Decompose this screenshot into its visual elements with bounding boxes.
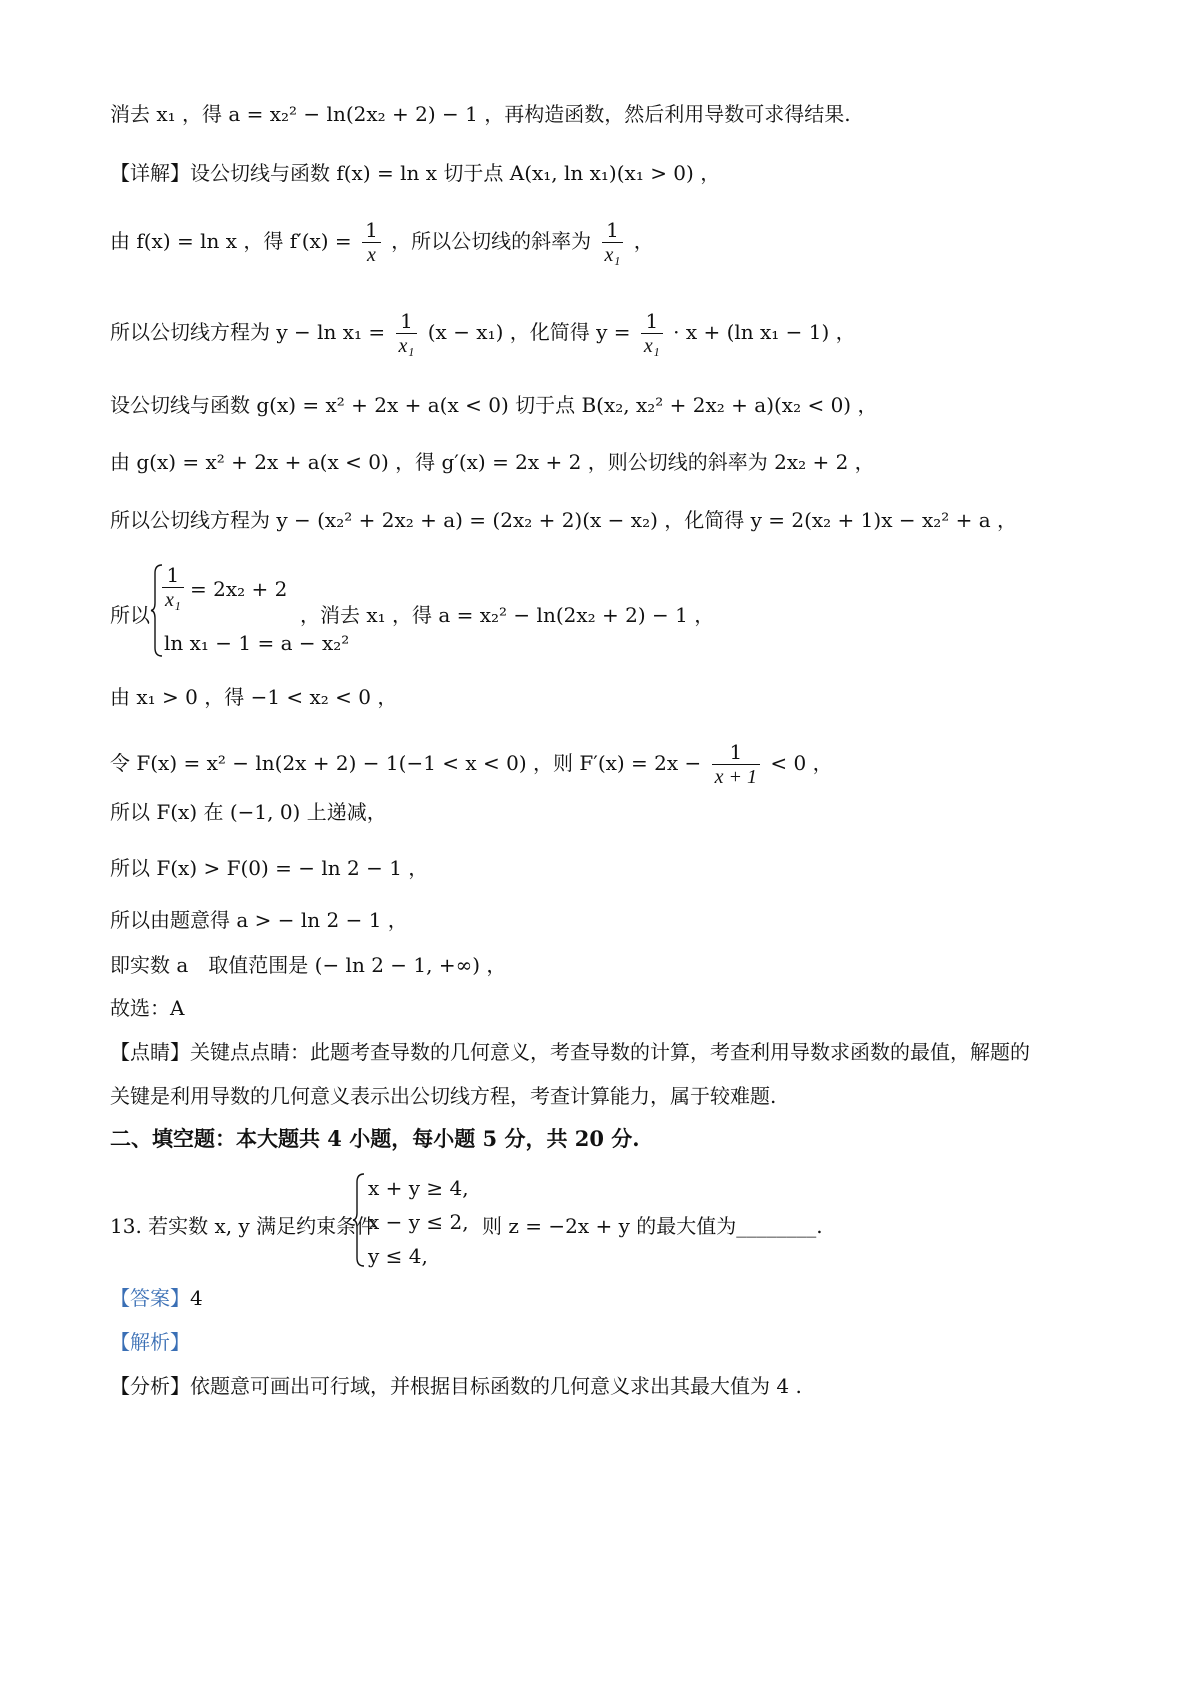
text-l18: 二、填空题：本大题共 4 小题，每小题 5 分，共 20 分. — [110, 1126, 640, 1151]
text-l15: 故选：A — [110, 996, 185, 1020]
line-answer — [110, 1288, 203, 1308]
fraction-1-over-x1 — [602, 218, 624, 267]
tag-key-point: 【点睛】 — [110, 1040, 190, 1064]
tag-answer: 【答案】 — [110, 1286, 190, 1310]
frac-num: 1 — [162, 563, 184, 588]
line-reasoning — [110, 1376, 802, 1396]
line-tangent-equation-g — [110, 510, 1017, 530]
line-define-F — [110, 740, 833, 789]
line-a-range — [110, 955, 506, 975]
fraction-1-over-x — [362, 218, 381, 267]
fraction-1-over-x1-a — [396, 309, 418, 358]
line-derivative-g — [110, 452, 875, 472]
text-l2: 设公切线与函数 f(x) = ln x 切于点 A(x₁, ln x₁)(x₁ > 0) ， — [190, 161, 721, 185]
text-l13: 所以由题意得 a > − ln 2 − 1 ， — [110, 908, 408, 932]
section-heading — [110, 1128, 640, 1149]
line-derivative-f — [110, 218, 654, 267]
line-key-point-cont — [110, 1086, 776, 1106]
text-l8-eq2: ln x₁ − 1 = a − x₂² — [164, 631, 350, 655]
left-brace-icon — [352, 1172, 366, 1268]
frac-den: x — [366, 244, 376, 266]
line-tangent-g-point — [110, 395, 877, 415]
line-elimination-summary — [110, 104, 851, 124]
line-detailed-solution — [110, 163, 720, 183]
text-l8-eq1: = 2x₂ + 2 — [190, 577, 288, 601]
frac-num: 1 — [362, 218, 381, 243]
frac-num: 1 — [641, 309, 663, 334]
text-l4a: 所以公切线方程为 y − ln x₁ = — [110, 320, 386, 344]
constraint-1: x + y ≥ 4, — [368, 1176, 469, 1200]
frac-num: 1 — [396, 309, 418, 334]
text-l3c: ， — [633, 229, 654, 253]
line-tangent-equation-f — [110, 309, 856, 358]
fraction-1-over-x1-sys — [162, 563, 184, 612]
constraint-2: x − y ≤ 2, — [368, 1210, 469, 1234]
fraction-1-over-xplus1 — [712, 740, 760, 789]
text-l14: 即实数 a 取值范围是 (− ln 2 − 1, +∞) ， — [110, 953, 507, 977]
text-l8-post: ，消去 x₁ ，得 a = x₂² − ln(2x₂ + 2) − 1 ， — [300, 603, 715, 627]
text-l6: 由 g(x) = x² + 2x + a(x < 0) ，得 g′(x) = 2x + 2 ，则公切线的斜率为 2x₂ + 2 ， — [110, 450, 875, 474]
text-l3a: 由 f(x) = ln x ，得 f′(x) = — [110, 229, 352, 253]
frac-den: x₁ — [643, 335, 660, 357]
line-key-point — [110, 1042, 1030, 1062]
text-l10a: 令 F(x) = x² − ln(2x + 2) − 1(−1 < x < 0) ，则 F′(x) = 2x − — [110, 751, 702, 775]
text-l3b: ，所以公切线的斜率为 — [391, 229, 592, 253]
text-l4b: (x − x₁) ，化简得 y = — [427, 320, 631, 344]
line-range-x2 — [110, 687, 397, 707]
equation-system — [110, 563, 810, 663]
tag-reasoning: 【分析】 — [110, 1374, 190, 1398]
text-l5: 设公切线与函数 g(x) = x² + 2x + a(x < 0) 切于点 B(x₂, x₂² + 2x₂ + a)(x₂ < 0) ， — [110, 393, 878, 417]
text-l16: 关键点点睛：此题考查导数的几何意义，考查导数的计算，考查利用导数求函数的最值，解题的 — [190, 1040, 1030, 1064]
frac-num: 1 — [602, 218, 624, 243]
text-l9: 由 x₁ > 0 ，得 −1 < x₂ < 0 ， — [110, 685, 398, 709]
line-F-decreasing — [110, 802, 387, 822]
q13-prefix: 13. 若实数 x, y 满足约束条件 — [110, 1214, 377, 1238]
line-choice — [110, 998, 184, 1018]
text-l4c: · x + (ln x₁ − 1) ， — [673, 320, 856, 344]
frac-den: x₁ — [165, 589, 181, 611]
answer-value: 4 — [190, 1286, 203, 1310]
frac-den: x₁ — [398, 335, 415, 357]
text-l1: 消去 x₁ ，得 a = x₂² − ln(2x₂ + 2) − 1 ，再构造函数，然后利用导数可求得结果. — [110, 102, 851, 126]
constraint-3: y ≤ 4, — [368, 1244, 428, 1268]
frac-den: x₁ — [604, 244, 621, 266]
line-a-bound — [110, 910, 408, 930]
question-13 — [110, 1172, 1010, 1272]
line-F-bound — [110, 858, 428, 878]
text-l17: 关键是利用导数的几何意义表示出公切线方程，考查计算能力，属于较难题. — [110, 1084, 777, 1108]
text-l7: 所以公切线方程为 y − (x₂² + 2x₂ + a) = (2x₂ + 2)(x − x₂) ，化简得 y = 2(x₂ + 1)x − x₂² + a ， — [110, 508, 1018, 532]
tag-detail: 【详解】 — [110, 161, 190, 185]
line-analysis-tag — [110, 1332, 190, 1352]
frac-num: 1 — [712, 740, 760, 765]
text-fx: 依题意可画出可行域，并根据目标函数的几何意义求出其最大值为 4 . — [190, 1374, 802, 1398]
text-l8-pre: 所以 — [110, 603, 150, 627]
frac-den: x + 1 — [714, 766, 758, 788]
fraction-1-over-x1-b — [641, 309, 663, 358]
q13-suffix: 则 z = −2x + y 的最大值为________. — [482, 1214, 823, 1238]
tag-analysis: 【解析】 — [110, 1330, 190, 1354]
text-l12: 所以 F(x) > F(0) = − ln 2 − 1 ， — [110, 856, 429, 880]
text-l10b: < 0 ， — [770, 751, 833, 775]
text-l11: 所以 F(x) 在 (−1, 0) 上递减， — [110, 800, 387, 824]
